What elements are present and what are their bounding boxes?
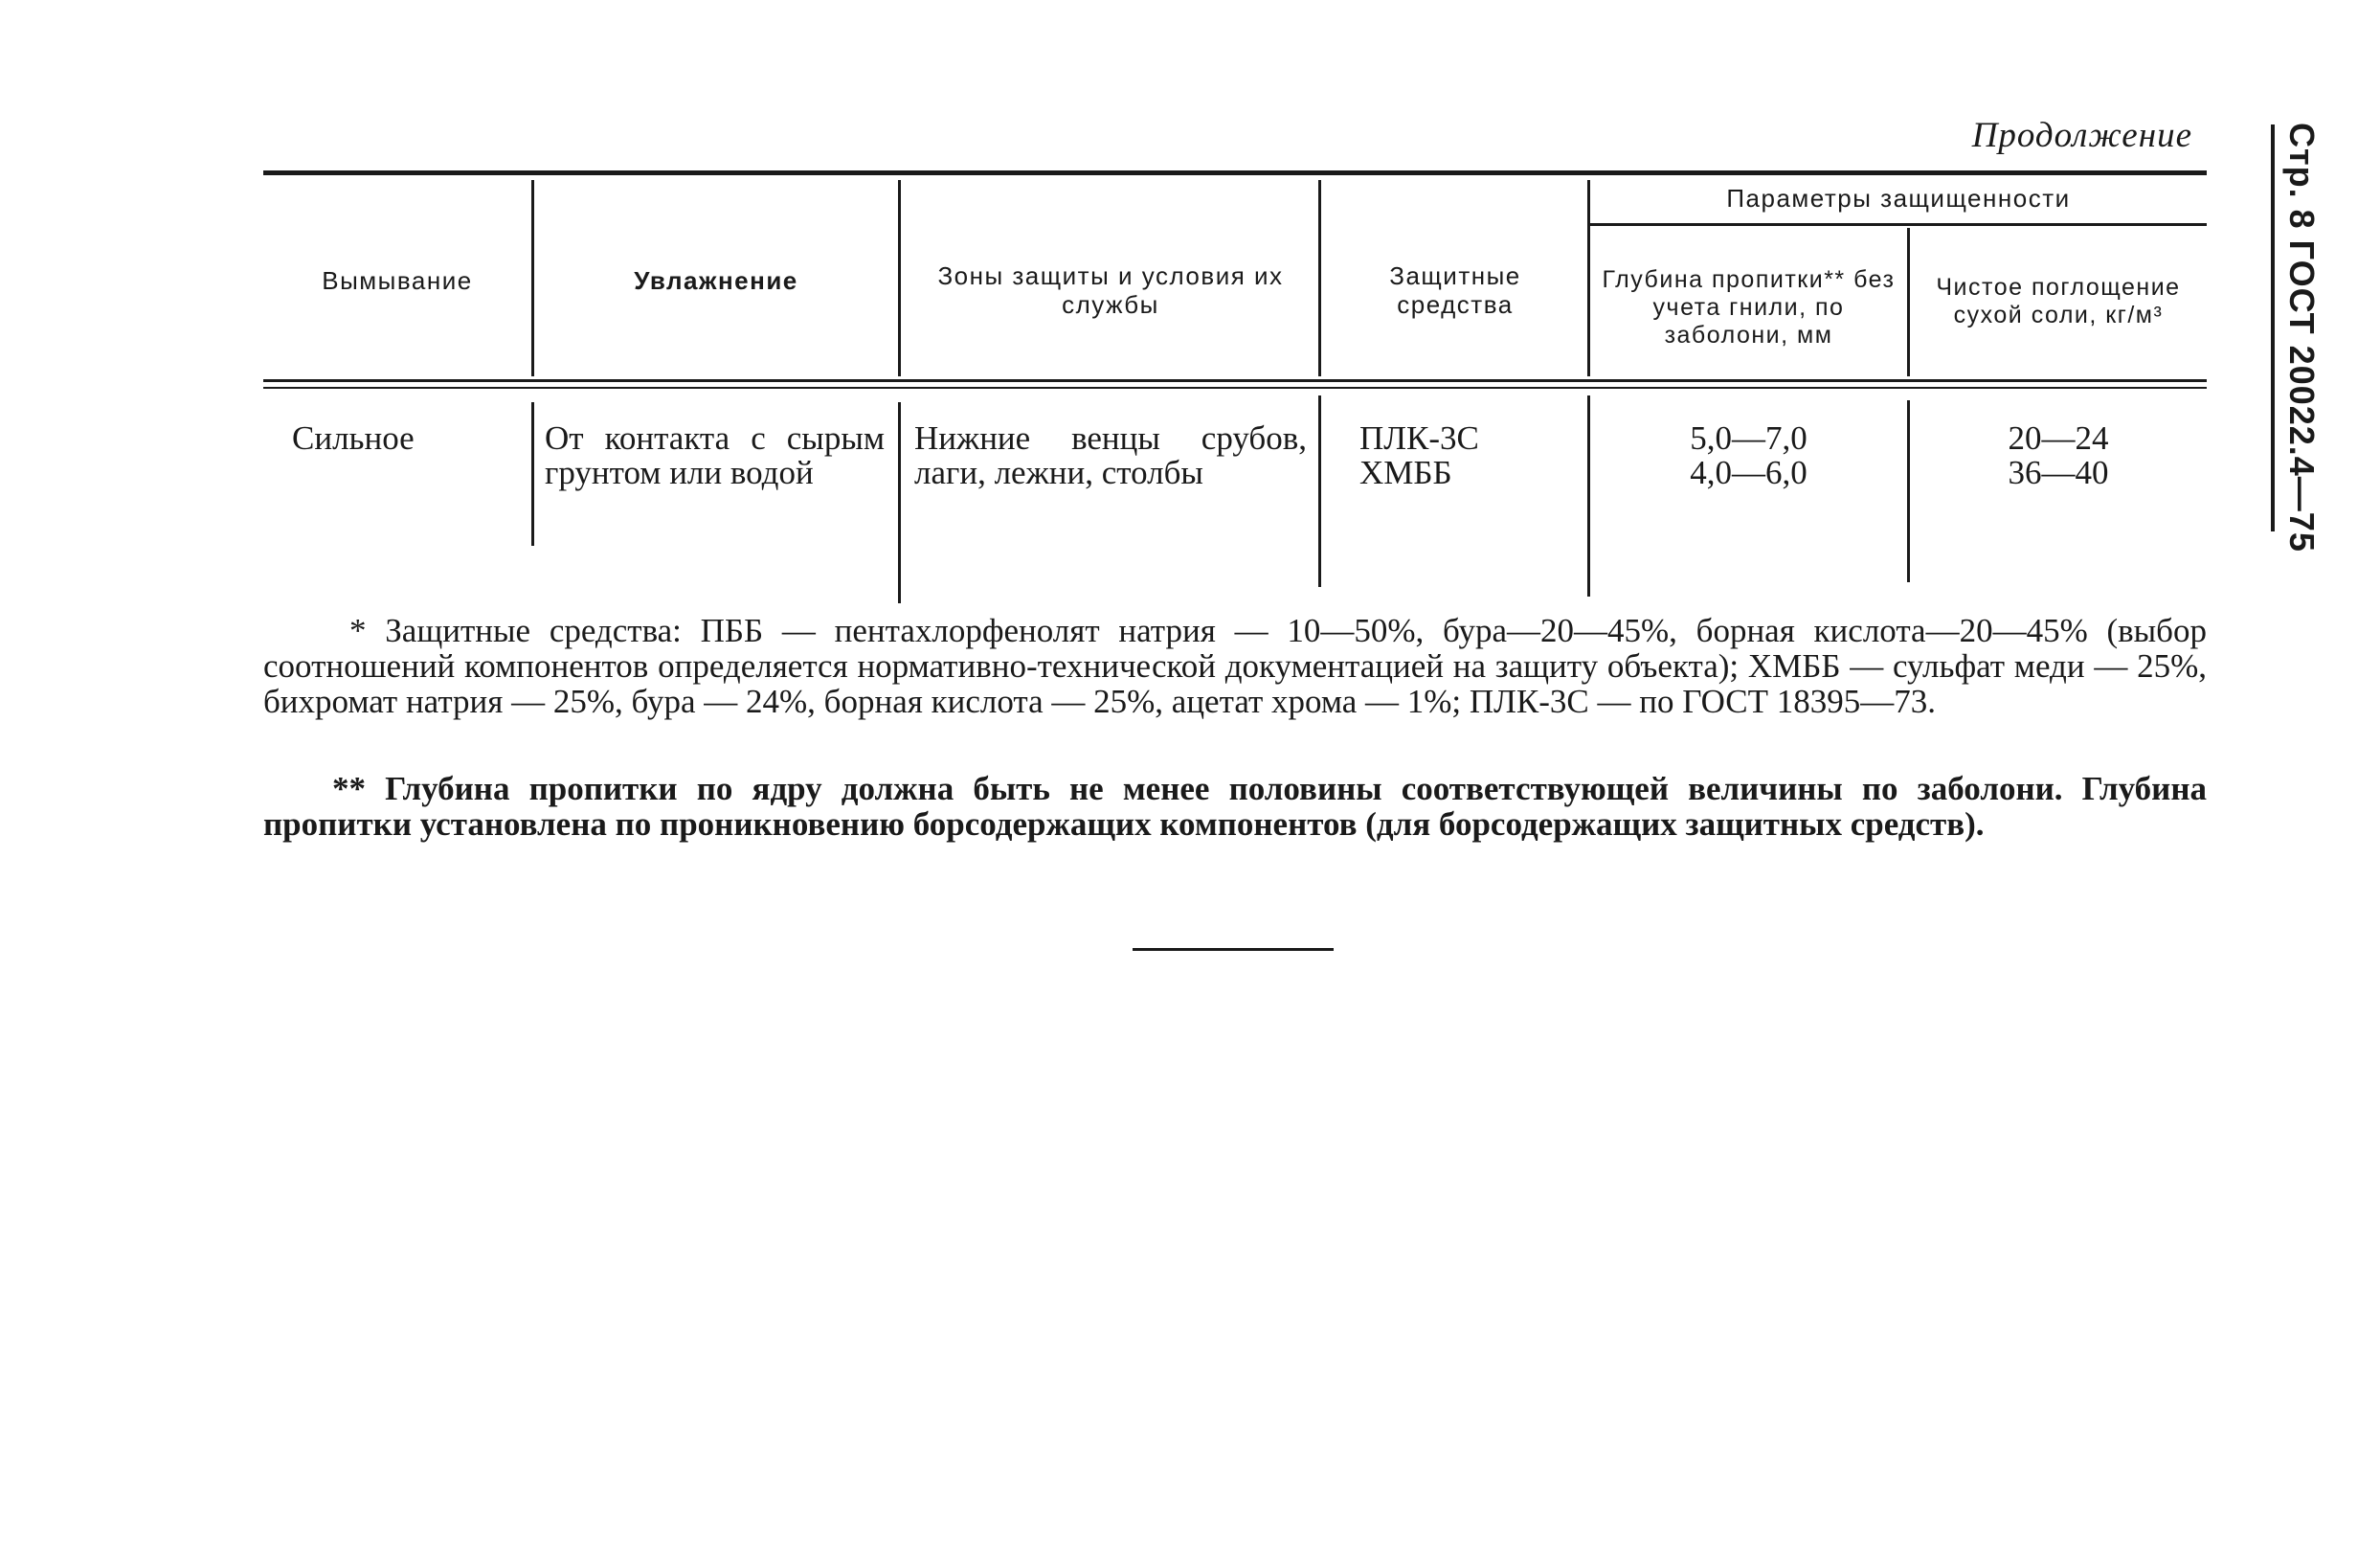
continuation-label: Продолжение <box>1971 116 2192 155</box>
header-divider-2 <box>898 180 901 376</box>
row-agent-1: ПЛК-3С <box>1359 419 1479 457</box>
header-moistening: Увлажнение <box>634 266 798 295</box>
row-depth-2: 4,0—6,0 <box>1690 454 1807 491</box>
row-agent-2: ХМББ <box>1359 454 1452 491</box>
row-absorption-1: 20—24 <box>2008 419 2109 457</box>
protection-table <box>263 170 2207 601</box>
row-depth-1: 5,0—7,0 <box>1690 419 1807 457</box>
body-divider-2 <box>898 402 901 603</box>
header-bottom-rule-2 <box>263 387 2207 389</box>
row-moistening: От контакта с сырым грунтом или водой <box>545 419 885 491</box>
header-agents: Защитные средства <box>1389 261 1521 319</box>
footnote-agents: * Защитные средства: ПББ — пентахлорфенолят натрия — 10—50%, бура—20—45%, борная кислота—20—45% (выбор соотношений компонентов определяется нормативно-технической документацией на защиту объекта); ХМББ — сульфат меди — 25%, бихромат натрия — 25%, бура — 24%, борная кислота — 25%, ацетат хрома — 1%; ПЛК-3С — по ГОСТ 18395—73. <box>263 612 2207 720</box>
header-zones: Зоны защиты и условия их службы <box>937 261 1284 319</box>
header-bottom-rule <box>263 379 2207 382</box>
row-washout: Сильное <box>292 419 415 457</box>
side-header: Стр. 8 ГОСТ 20022.4—75 <box>2282 123 2322 553</box>
table-top-rule <box>263 170 2207 175</box>
params-group-rule <box>1589 223 2207 226</box>
header-divider-3 <box>1318 180 1321 376</box>
header-depth: Глубина пропитки** без учета гнили, по заболони, мм <box>1602 266 1896 349</box>
row-zones: Нижние венцы срубов, лаги, лежни, столбы <box>914 419 1307 491</box>
body-divider-3 <box>1318 395 1321 587</box>
header-params-group: Параметры защищенности <box>1726 184 2071 213</box>
row-absorption-2: 36—40 <box>2008 454 2109 491</box>
footnote-depth: ** Глубина пропитки по ядру должна быть не менее половины соответствующей величины по заболони. Глубина пропитки установлена по проникновению борсодержащих компонентов (для борсодержащих защитных средств). <box>263 770 2207 843</box>
header-absorption: Чистое поглощение сухой соли, кг/м³ <box>1936 274 2181 328</box>
end-rule <box>1133 948 1334 951</box>
body-divider-1 <box>531 402 534 546</box>
header-washout: Вымывание <box>322 266 473 295</box>
